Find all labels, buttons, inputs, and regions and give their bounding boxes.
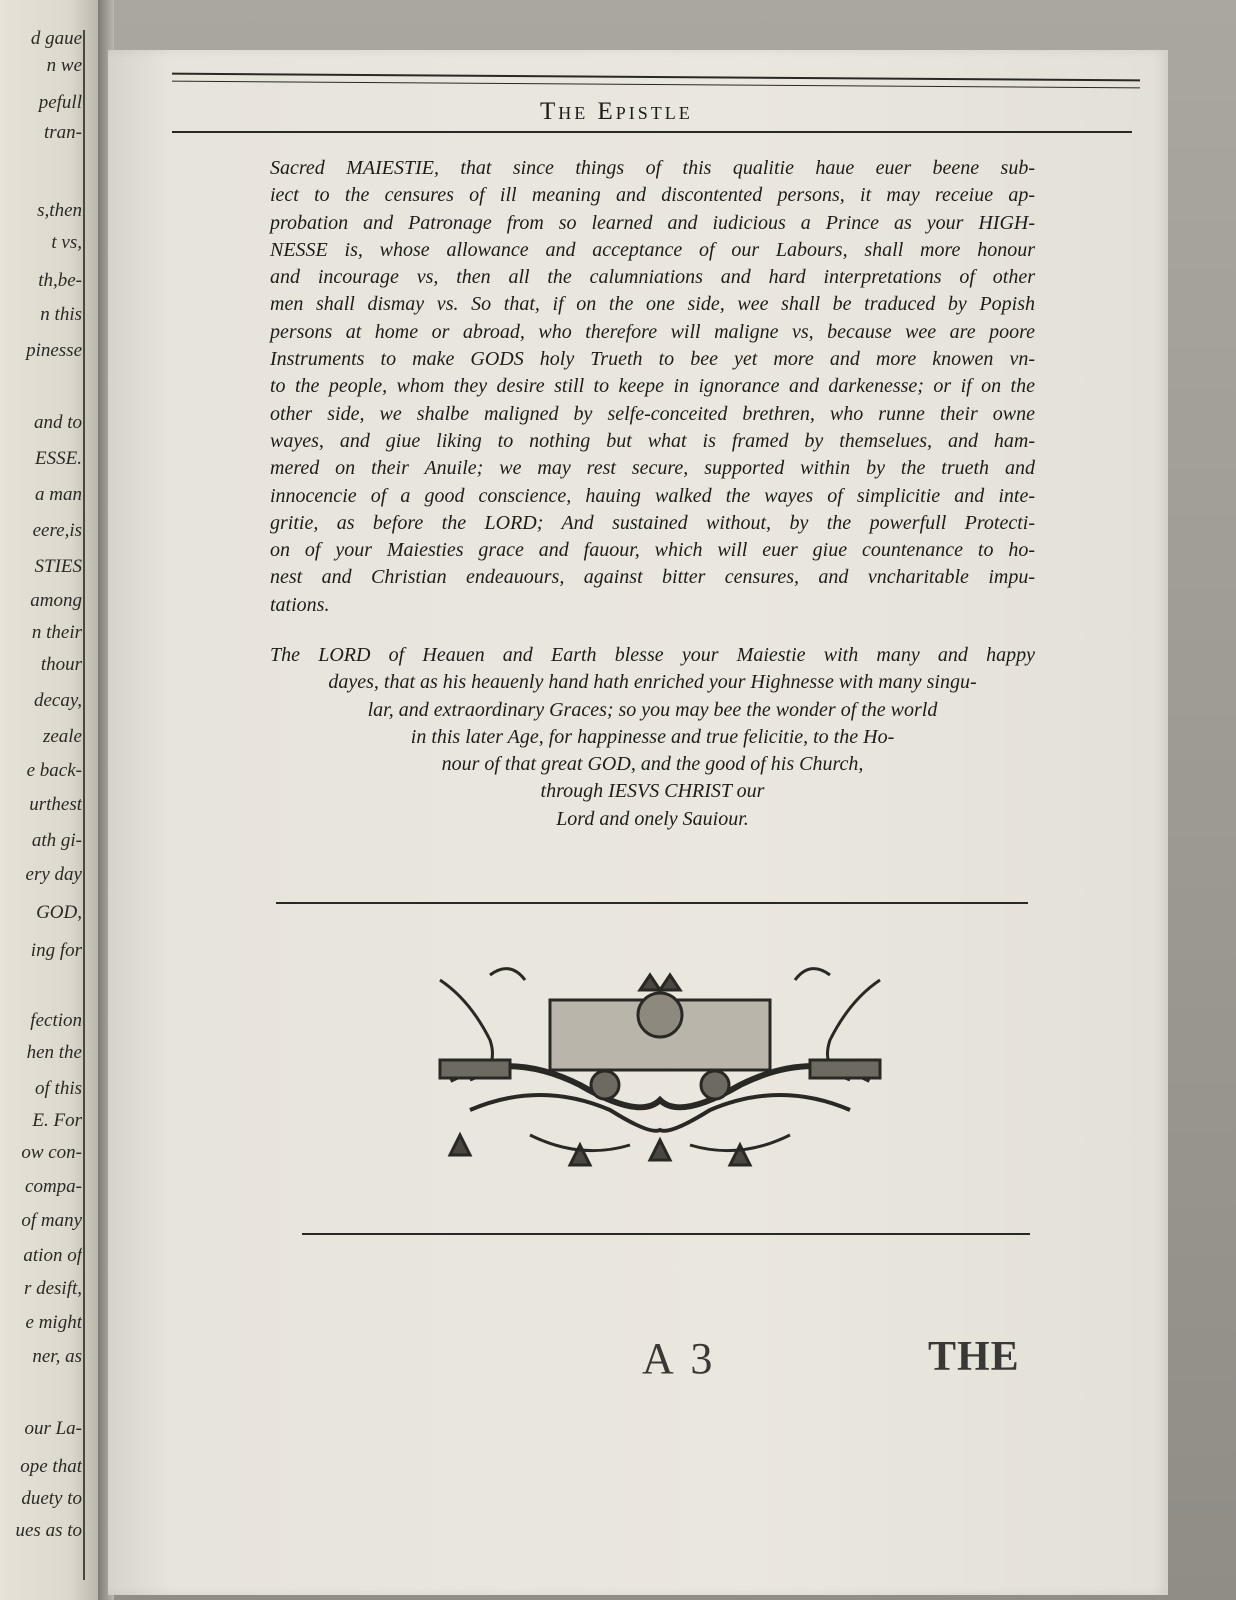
facing-page-text-fragment: zeale (42, 726, 82, 747)
facing-page-text-fragment: GOD, (36, 902, 82, 923)
facing-page-text-fragment: ner, as (32, 1346, 82, 1367)
facing-page-text-fragment: a man (35, 484, 82, 505)
facing-page-text-fragment: ues as to (15, 1520, 82, 1541)
epistle-line: tations. (270, 593, 330, 616)
facing-page-text-fragment: ation of (23, 1245, 82, 1266)
blessing-line: nour of that great GOD, and the good of his Church, (441, 753, 864, 776)
facing-page-text-fragment: of this (35, 1078, 82, 1099)
facing-page-text-fragment: of many (21, 1210, 82, 1231)
facing-page-text-fragment: hen the (26, 1042, 82, 1063)
epistle-line: and incourage vs, then all the calumniations and hard interpretations of other (270, 266, 1035, 289)
facing-page-text-fragment: ESSE. (35, 448, 82, 469)
facing-page-text-fragment: n we (46, 55, 82, 76)
catchword: THE (928, 1334, 1020, 1380)
epistle-line: to the people, whom they desire still to keepe in ignorance and darkenesse; or if on the (270, 375, 1035, 398)
epistle-line: iect to the censures of ill meaning and discontented persons, it may receiue ap- (270, 184, 1035, 207)
signature-mark: A 3 (642, 1334, 717, 1383)
facing-page (0, 0, 100, 1600)
blessing-line: The LORD of Heauen and Earth blesse your Maiestie with many and happy (270, 644, 1035, 666)
facing-page-text-fragment: ope that (20, 1456, 82, 1477)
running-head: The Epistle (540, 98, 693, 125)
epistle-line: NESSE is, whose allowance and acceptance of our Labours, shall more honour (270, 238, 1035, 261)
epistle-line: on of your Maiesties grace and fauour, which will euer giue countenance to ho- (270, 539, 1035, 562)
facing-page-text-fragment: duety to (21, 1488, 82, 1509)
facing-page-text-fragment: thour (40, 654, 82, 675)
facing-page-text-fragment: and to (33, 412, 82, 433)
epistle-line: persons at home or abroad, who therefore will maligne vs, because wee are poore (270, 320, 1035, 343)
epistle-line: gritie, as before the LORD; And sustained without, by the powerfull Protecti- (270, 511, 1035, 534)
facing-page-text-fragment: ath gi- (31, 830, 82, 851)
facing-page-text-fragment: compa- (25, 1176, 82, 1197)
headpiece-ornament-icon (430, 960, 890, 1170)
facing-page-text-fragment: d gaue (30, 28, 82, 49)
facing-page-text-fragment: s,then (37, 200, 82, 221)
epistle-body (270, 155, 1035, 619)
closing-blessing (270, 642, 1035, 833)
header-rule (172, 131, 1132, 133)
facing-page-text-fragment: pinesse (26, 340, 82, 361)
facing-page-rule (83, 30, 85, 1580)
epistle-line: Sacred MAIESTIE, that since things of this qualitie haue euer beene sub- (270, 157, 1035, 179)
blessing-line: in this later Age, for happinesse and true felicitie, to the Ho- (410, 725, 895, 748)
facing-page-text-fragment: th,be- (38, 270, 82, 291)
facing-page-text-fragment: STIES (34, 556, 82, 577)
facing-page-text-fragment: eere,is (32, 520, 82, 541)
epistle-line: probation and Patronage from so learned and iudicious a Prince as your HIGH- (270, 211, 1035, 234)
facing-page-text-fragment: among (30, 590, 82, 611)
facing-page-text-fragment: our La- (24, 1418, 82, 1439)
ornament-rule-top (276, 902, 1028, 904)
blessing-line: Lord and onely Sauiour. (556, 807, 749, 830)
facing-page-text-fragment: e back- (26, 760, 82, 781)
facing-page-text-fragment: ow con- (21, 1142, 82, 1163)
facing-page-text-fragment: r desift, (23, 1278, 82, 1299)
epistle-line: wayes, and giue liking to nothing but what is framed by themselues, and ham- (270, 429, 1035, 452)
blessing-line: lar, and extraordinary Graces; so you may bee the wonder of the world (367, 698, 938, 721)
facing-page-text-fragment: decay, (33, 690, 82, 711)
facing-page-text-fragment: e might (25, 1312, 82, 1333)
facing-page-text-fragment: n their (31, 622, 82, 643)
facing-page-text-fragment: pefull (38, 92, 82, 113)
blessing-line: dayes, that as his heauenly hand hath enriched your Highnesse with many singu- (328, 671, 977, 694)
facing-page-text-fragment: tran- (44, 122, 82, 143)
ornament-rule-bottom (302, 1233, 1030, 1235)
facing-page-text-fragment: ery day (25, 864, 82, 885)
facing-page-text-fragment: urthest (29, 794, 82, 815)
epistle-line: other side, we shalbe maligned by selfe-conceited brethren, who runne their owne (270, 402, 1035, 425)
epistle-line: men shall dismay vs. So that, if on the one side, wee shall be traduced by Popish (270, 293, 1035, 316)
facing-page-text-fragment: fection (30, 1010, 82, 1031)
epistle-line: mered on their Anuile; we may rest secure, supported within by the trueth and (270, 457, 1035, 480)
epistle-line: Instruments to make GODS holy Trueth to bee yet more and more knowen vn- (270, 348, 1035, 371)
blessing-line: through IESVS CHRIST our (540, 780, 765, 803)
facing-page-text-fragment: E. For (32, 1110, 82, 1131)
facing-page-text-fragment: n this (40, 304, 82, 325)
epistle-line: nest and Christian endeauours, against bitter censures, and vncharitable impu- (270, 566, 1035, 589)
epistle-line: innocencie of a good conscience, hauing walked the wayes of simplicitie and inte- (270, 484, 1035, 507)
facing-page-text-fragment: t vs, (51, 232, 82, 253)
facing-page-text-fragment: ing for (30, 940, 82, 961)
